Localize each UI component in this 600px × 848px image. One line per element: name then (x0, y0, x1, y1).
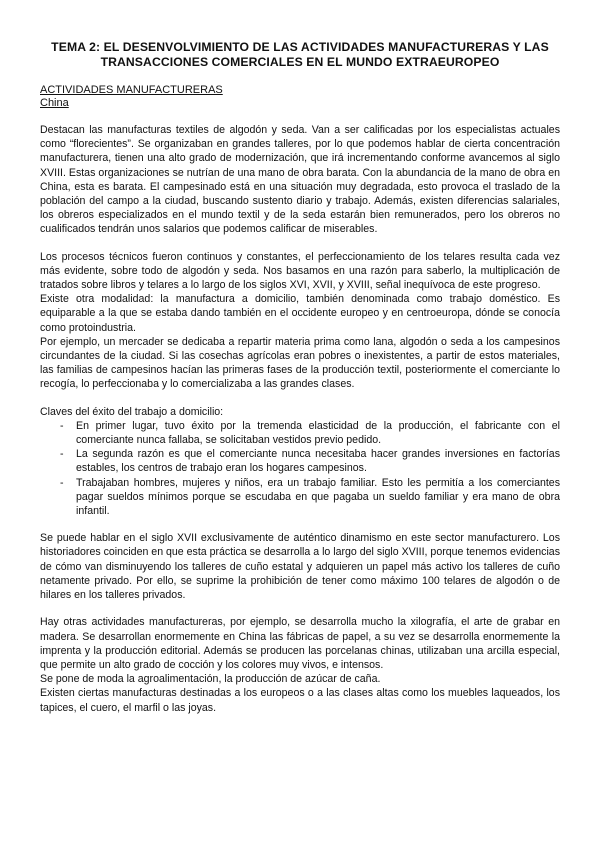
title-line-1: TEMA 2: EL DESENVOLVIMIENTO DE LAS ACTIVIDADES MANUFACTURERAS Y LAS (51, 40, 549, 54)
paragraph-3: Existe otra modalidad: la manufactura a domicilio, también denominada como trabajo doméstico. Es equiparable a la que se estaba dando también en el occidente europeo y en centroeuropa, dónde se conocía como protoindustria. (40, 293, 560, 334)
paragraph-8: Existen ciertas manufacturas destinadas a los europeos o a las clases altas como los muebles laqueados, los tapices, el cuero, el marfil o las joyas. (40, 687, 560, 714)
paragraph-6: Hay otras actividades manufactureras, por ejemplo, se desarrolla mucho la xilografía, el arte de grabar en madera. Se desarrollan enormemente en China las fábricas de papel, a su vez se desarrolla enormemente la imprenta y la producción editorial. Además se producen las porcelanas chinas, utilizaban una arcilla especial, que permite un alto grado de cocción y los colores muy vivos, e intensos. (40, 616, 560, 671)
success-keys-list (40, 419, 560, 518)
document-title (40, 40, 560, 70)
paragraph-7: Se pone de moda la agroalimentación, la producción de azúcar de caña. (40, 673, 381, 686)
paragraph-4: Por ejemplo, un mercader se dedicaba a repartir materia prima como lana, algodón o seda a los campesinos circundantes de la ciudad. Si las cosechas agrícolas eran pobres o inexistentes, a partir de estos materiales, las familias de campesinos hacían las primeras fases de la producción textil, posteriormente el comerciante lo recogía, lo perfeccionaba y lo comercializaba a las grandes clases. (40, 335, 560, 391)
paragraph-1: Destacan las manufacturas textiles de algodón y seda. Van a ser calificadas por los especialistas actuales como “florecientes”. Se organizaban en grandes talleres, por lo que podemos hablar de cierta concentración manufacturera, tienen una alto grado de modernización, que irá incrementando conforme avancemos al siglo XVIII. Estas organizaciones se nutrían de una mano de obra barata. Con la abundancia de la mano de obra en China, esta es barata. El campesinado está en una situación muy degradada, esto provoca el traslado de la población del campo a la ciudad, buscando sustento diario y trabajo. Además, existen diferencias salariales, los obreros especializados en el mundo textil y de la seda estarán bien remunerados, pero los obreros no cualificados tendrán unos salarios que podemos calificar de miserables. (40, 124, 560, 236)
list-item: - En primer lugar, tuvo éxito por la tremenda elasticidad de la producción, el fabricante con el comerciante nunca fallaba, se solicitaban vestidos previo pedido. (76, 419, 560, 447)
list-item: - La segunda razón es que el comerciante nunca necesitaba hacer grandes inversiones en factorías estables, los centros de trabajo eran los hogares campesinos. (76, 447, 560, 475)
subsection-heading: China (40, 97, 69, 109)
section-heading: ACTIVIDADES MANUFACTURERAS (40, 84, 223, 96)
list-intro: Claves del éxito del trabajo a domicilio: (40, 405, 224, 418)
list-item: - Trabajaban hombres, mujeres y niños, era un trabajo familiar. Esto les permitía a los comerciantes pagar sueldos mínimos porque se escudaba en que pagaba un sueldo familiar y era mano de obra infantil. (76, 476, 560, 519)
paragraph-5: Se puede hablar en el siglo XVII exclusivamente de auténtico dinamismo en este sector manufacturero. Los historiadores coinciden en que esta práctica se desarrolla a lo largo del siglo XVIII, porque tenemos evidencias de cómo van disminuyendo los talleres de cuño estatal y adquieren un papel más activo los talleres de cuño netamente privado. Por ello, se suprime la prohibición de tener como máximo 100 telares de algodón o de hilares en los talleres privados. (40, 532, 560, 602)
title-line-2: TRANSACCIONES COMERCIALES EN EL MUNDO EXTRAEUROPEO (100, 55, 500, 69)
paragraph-2: Los procesos técnicos fueron continuos y constantes, el perfeccionamiento de los telares resulta cada vez más evidente, sobre todo de algodón y seda. Nos basamos en una razón para saberlo, la multiplicación de tratados sobre libros y telares a lo largo de los siglos XVI, XVII, y XVIII, señal inequívoca de este progreso. (40, 250, 560, 292)
